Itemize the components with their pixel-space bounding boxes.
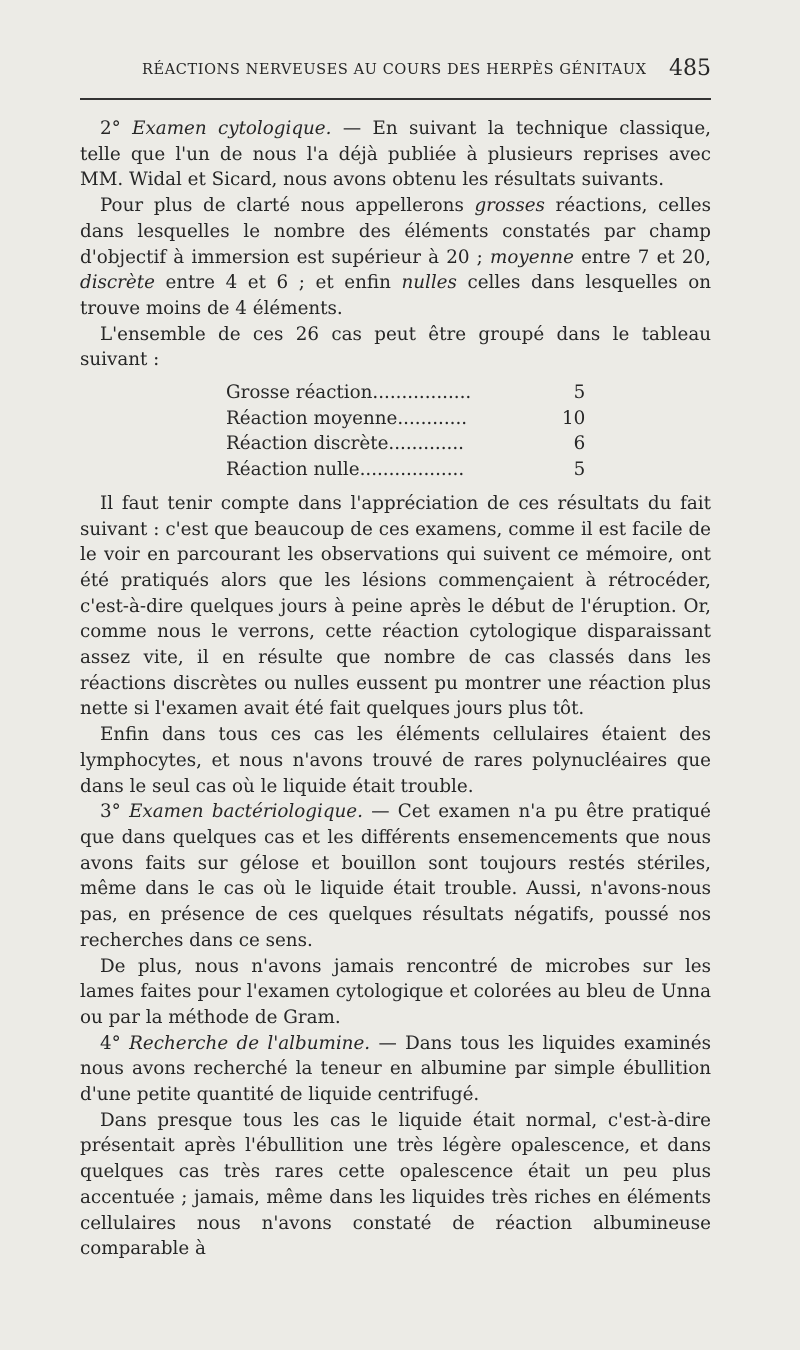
text-run: Pour plus de clarté nous appellerons	[100, 195, 475, 217]
text-run: réactions, celles dans lesquelles le nombre des éléments constatés par champ d'objectif à immersion est supérieur à 20 ;	[80, 195, 711, 268]
section-number: 2°	[100, 118, 121, 139]
results-table	[226, 380, 585, 483]
paragraph-bacteriologic-exam	[80, 799, 711, 953]
row-label: Réaction discrète.............	[226, 433, 464, 455]
paragraph-text: — En suivant la technique classique, telle que l'un de nous l'a déjà publiée à plusieurs reprises avec MM. Widal et Sicard, nous avons obtenu les résultats suivants.	[80, 118, 711, 191]
row-value: 10	[562, 407, 586, 429]
body-text	[80, 116, 711, 1262]
paragraph-cytologic-exam	[80, 116, 711, 193]
paragraph-text: — Dans tous les liquides examinés nous avons recherché la teneur en albumine par simple ébullition d'une petite quantité de liquide centrifugé.	[80, 1032, 711, 1106]
table-row	[226, 406, 585, 432]
paragraph-definitions	[80, 193, 711, 322]
section-title: Examen bactériologique.	[129, 801, 363, 823]
paragraph-text: — Cet examen n'a pu être pratiqué que dans quelques cas et les différents ensemencements que nous avons faits sur gélose et bouillon sont toujours restés stériles, même dans le cas où le liquide était trouble. Aussi, n'avons-nous pas, en présence de ces quelques résultats négatifs, poussé nos recherches dans ce sens.	[80, 801, 712, 951]
row-label: Réaction nulle..................	[226, 459, 465, 481]
row-label: Réaction moyenne............	[226, 407, 468, 429]
page-header	[80, 54, 711, 100]
paragraph-lymphocytes: Enfin dans tous ces cas les éléments cellulaires étaient des lymphocytes, et nous n'avons trouvé de rares polynucléaires que dans le seul cas où le liquide était trouble.	[80, 724, 711, 797]
text-run: entre 7 et 20,	[573, 246, 711, 268]
table-row	[226, 457, 585, 483]
section-number: 3°	[100, 801, 121, 823]
row-value: 5	[573, 382, 586, 404]
section-title: Examen cytologique.	[132, 118, 332, 139]
table-row	[226, 380, 585, 406]
section-number: 4°	[100, 1032, 121, 1054]
row-value: 6	[573, 433, 586, 455]
paragraph-microbes: De plus, nous n'avons jamais rencontré de microbes sur les lames faites pour l'examen cytologique et colorées au bleu de Unna ou par la méthode de Gram.	[80, 955, 711, 1028]
paragraph-albumin-search	[80, 1031, 711, 1108]
section-title: Recherche de l'albumine.	[129, 1032, 371, 1054]
emphasis: moyenne	[490, 246, 574, 268]
emphasis: nulles	[401, 272, 457, 294]
text-run: celles dans lesquelles on trouve moins de 4 éléments.	[80, 272, 711, 319]
text-run: entre 4 et 6 ; et enfin	[154, 272, 402, 294]
paragraph-albumin-results: Dans presque tous les cas le liquide était normal, c'est-à-dire présentait après l'ébullition une très légère opalescence, et dans quelques cas très rares cette opalescence était un peu plus accentuée ; jamais, même dans les liquides très riches en éléments cellulaires nous n'avons constaté de réaction albumineuse comparable à	[80, 1109, 711, 1260]
paragraph-table-intro: L'ensemble de ces 26 cas peut être groupé dans le tableau suivant :	[80, 323, 711, 371]
page-number: 485	[669, 56, 711, 81]
emphasis: grosses	[474, 195, 545, 217]
emphasis: discrète	[80, 272, 155, 294]
row-label: Grosse réaction.................	[226, 382, 472, 404]
running-head: RÉACTIONS NERVEUSES AU COURS DES HERPÈS GÉNITAUX	[142, 62, 647, 78]
paragraph-appreciation: Il faut tenir compte dans l'appréciation de ces résultats du fait suivant : c'est que beaucoup de ces examens, comme il est facile de le voir en parcourant les observations qui suivent ce mémoire, ont été pratiqués alors que les lésions commençaient à rétrocéder, c'est-à-dire quelques jours à peine après le début de l'éruption. Or, comme nous le verrons, cette réaction cytologique disparaissant assez vite, il en résulte que nombre de cas classés dans les réactions discrètes ou nulles eussent pu montrer une réaction plus nette si l'examen avait été fait quelques jours plus tôt.	[80, 492, 711, 720]
row-value: 5	[573, 459, 586, 481]
table-row	[226, 431, 585, 457]
